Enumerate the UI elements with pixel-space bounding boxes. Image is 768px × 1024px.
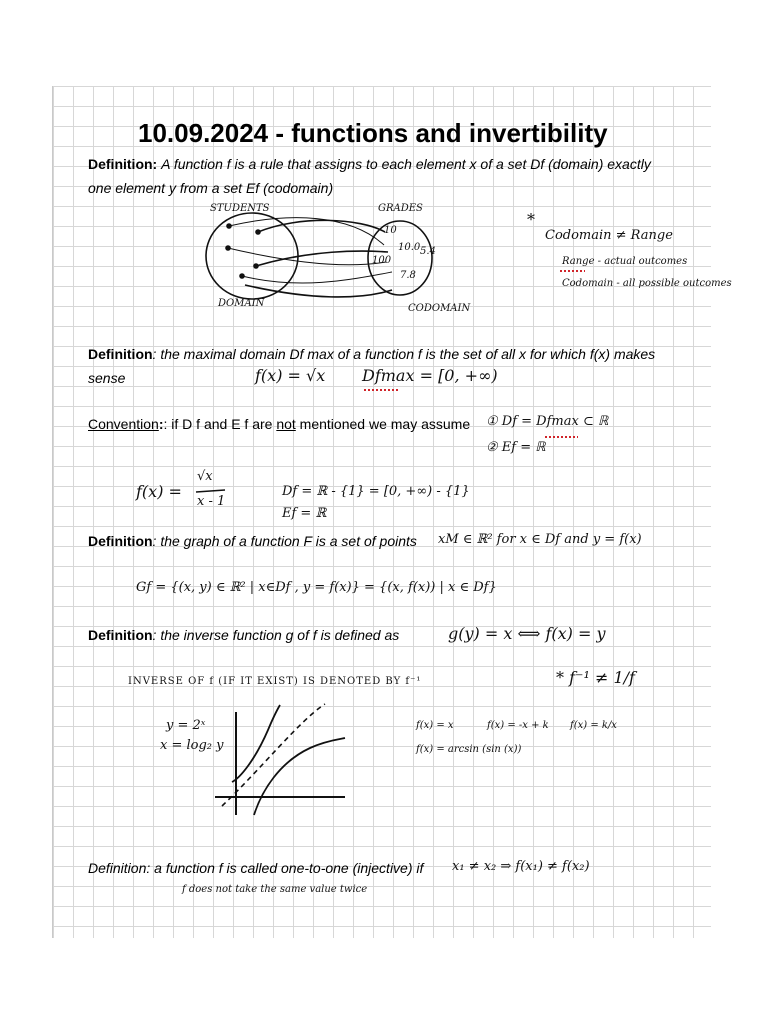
dmax-example: Dfmax = [0, +∞) [362,366,498,385]
domain-label: DOMAIN [218,298,265,309]
grade-value: 10 [384,225,397,236]
students-label: STUDENTS [210,203,270,214]
range-word: Range [562,256,595,267]
grade-value: 5.4 [420,246,436,257]
grades-label: GRADES [378,203,423,214]
definition-1-line-2 [88,180,333,196]
codomain-note: Codomain - all possible outcomes [562,278,732,289]
injective-formula: x₁ ≠ x₂ ⇒ f(x₁) ≠ f(x₂) [452,859,590,874]
example-denominator: x - 1 [197,494,226,509]
example-linear: f(x) = -x + k [487,720,549,731]
example-identity: f(x) = x [416,720,454,731]
example-fx: f(x) = [136,482,182,501]
asterisk: * [527,210,535,229]
definition-3-label: Definition [88,533,153,549]
definition-2-label: Definition [88,346,153,362]
convention-item-1: ① Df = Dfmax ⊂ ℝ [486,414,609,429]
injective-explanation: f does not take the same value twice [182,884,368,895]
range-definition: - actual outcomes [597,256,688,267]
definition-1-line-1 [88,156,651,172]
definition-4-label: Definition [88,627,153,643]
definition-3-text: : the graph of a function F is a set of points [152,533,417,549]
definition-2-line-1 [88,346,655,362]
convention-line: Convention:: if D f and E f are not mentioned we may assume [88,416,471,432]
range-note [562,256,687,267]
example-numerator: √x [197,469,213,484]
codomain-range-note: Codomain ≠ Range [545,228,673,243]
definition-1-label: Definition: [88,156,158,172]
convention-not: not [276,416,296,432]
codomain-label: CODOMAIN [408,303,471,314]
definition-2-line-2 [88,370,125,386]
logarithm-label: x = log₂ y [160,738,224,753]
inverse-not-reciprocal-note: * f⁻¹ ≠ 1/f [556,668,635,687]
example-arcsin: f(x) = arcsin (sin (x)) [416,744,522,755]
grade-value: 100 [372,255,392,266]
example-codomain: Ef = ℝ [282,506,327,521]
definition-4-text: : the inverse function g of f is defined as [152,627,400,643]
convention-label: Convention [88,416,159,432]
sqrt-example: f(x) = √x [255,366,326,385]
inverse-notation-note: INVERSE OF f (IF IT EXIST) IS DENOTED BY f⁻¹ [128,676,422,687]
convention-item-2: ② Ef = ℝ [486,440,546,455]
definition-2-text-2: sense [88,370,126,386]
inverse-definition-formula: g(y) = x ⟺ f(x) = y [448,624,606,643]
definition-3-line [88,533,417,549]
grade-value: 7.8 [400,270,416,281]
definition-5-text: Definition: a function f is called one-to-one (injective) if [88,860,424,876]
definition-2-text: : the maximal domain Df max of a function f is the set of all x for which f(x) makes [152,346,656,362]
convention-post: mentioned we may assume [295,416,471,432]
graph-set-formula: Gf = {(x, y) ∈ ℝ² | x∈Df , y = f(x)} = {(x, f(x)) | x ∈ Df} [136,580,497,595]
definition-5-line [88,860,423,876]
example-domain: Df = ℝ - {1} = [0, +∞) - {1} [282,484,470,499]
exponential-label: y = 2ˣ [166,718,206,733]
example-reciprocal: f(x) = k/x [570,720,617,731]
convention-pre: : if D f and E f are [163,416,277,432]
grade-value: 10.0 [398,242,421,253]
page-title: 10.09.2024 - functions and invertibility [138,118,608,148]
definition-1-text-2: one element y from a set Ef (codomain) [88,180,334,196]
definition-4-line [88,627,399,643]
graph-point-note: xM ∈ ℝ² for x ∈ Df and y = f(x) [438,532,642,547]
definition-1-text: A function f is a rule that assigns to each element x of a set Df (domain) exactly [161,156,651,172]
